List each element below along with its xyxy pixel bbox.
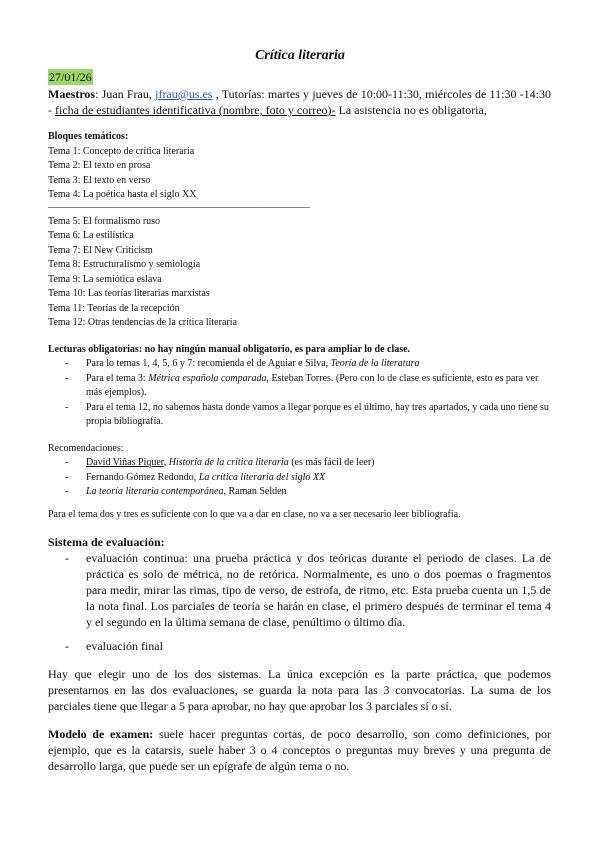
- rec-author: David Viñas Piquer: [86, 457, 164, 468]
- recommendations-note: Para el tema dos y tres es suficiente con lo que va a dar en clase, no va a ser necesario leer bibliografía.: [48, 508, 461, 520]
- attendance-text: La asistencia no es obligatoria,: [335, 103, 487, 117]
- recommendations-heading: Recomendaciones:: [48, 442, 124, 454]
- reading-text: Para el tema 3:: [86, 372, 149, 384]
- topic-item: Tema 7: El New Criticism: [48, 244, 153, 256]
- topic-item: Tema 1: Concepto de crítica literaria: [48, 145, 195, 157]
- teachers-label: Maestros: [48, 87, 96, 101]
- evaluation-heading: Sistema de evaluación:: [48, 535, 165, 549]
- date-highlight: 27/01/26: [49, 70, 92, 84]
- topic-item: Tema 2: El texto en prosa: [48, 160, 151, 171]
- tutorials-text: , Tutorías: martes y jueves de 10:00-11:30, miércoles de 11:30 -14:30 -: [48, 87, 551, 117]
- topic-item: Tema 10: Las teorías literarias marxistas: [48, 288, 210, 299]
- topic-item: Tema 8: Estructuralismo y semiología: [48, 259, 201, 270]
- reading-rest: , Esteban Torres. (Pero con lo de clase es suficiente, esto es para ver más ejemplos).: [86, 372, 539, 398]
- form-underlined: ficha de estudiantes identificativa (nombre, foto y correo)-: [55, 103, 336, 117]
- topics-separator: —————————————————————————————: [48, 202, 309, 213]
- rec-rest: , Raman Selden: [223, 486, 287, 497]
- readings-list: [48, 357, 551, 430]
- topics-heading: Bloques temáticos:: [48, 131, 129, 142]
- email-link[interactable]: jfrau@us.es: [155, 87, 213, 101]
- recommendation-item: [48, 485, 551, 500]
- teachers-text: : Juan Frau,: [95, 87, 156, 101]
- topic-item: Tema 6: La estilística: [48, 230, 134, 241]
- document-body: [48, 68, 551, 774]
- exam-label: Modelo de examen:: [48, 727, 154, 741]
- reading-text: Para lo temas 1, 4, 5, 6 y 7: recomienda el de Aguiar e Silva,: [86, 358, 331, 369]
- reading-item: - Para el tema 12, no sabemos hasta donde vamos a llegar porque es el último, hay tres apartados, y cada uno tiene su propia bibliografía.: [48, 401, 551, 430]
- topic-item: Tema 5: El formalismo ruso: [48, 215, 161, 227]
- topic-item: Tema 9: La semiótica eslava: [48, 273, 162, 285]
- page-title: Crítica literaria: [255, 48, 345, 63]
- recommendation-item: [48, 456, 551, 471]
- header-paragraph: [48, 86, 551, 118]
- evaluation-item: - evaluación continua: una prueba práctica y dos teóricas durante el periodo de clases. La de práctica es solo de métrica, no de retórica. Normalmente, es uno o dos poemas o fragmentos para medir, mirar las rimas, tipo de verso, de estrofa, de ritmo, etc. Esta prueba cuenta un 1,5 de la nota final. Los parciales de teoría se harán en clase, el primero después de terminar el tema 4 y el segundo en la última semana de clase, penúltimo o último día.: [48, 550, 551, 630]
- evaluation-item: - evaluación final: [48, 638, 551, 654]
- rec-title: La teoría literaria contemporánea: [86, 486, 224, 497]
- topic-item: Tema 11: Teorías de la recepción: [48, 302, 180, 314]
- recommendation-item: [48, 471, 551, 486]
- topic-item: Tema 3: El texto en verso: [48, 174, 151, 186]
- recommendations-list: [48, 456, 551, 500]
- reading-item: [48, 357, 551, 372]
- reading-title: Teoría de la literatura: [330, 358, 420, 369]
- topics-list-a: [48, 145, 551, 203]
- topic-item: Tema 12: Otras tendencias de la crítica literaria: [48, 317, 237, 328]
- exam-text: suele hacer preguntas cortas, de poco desarrollo, son como definiciones, por ejemplo, que es la catarsis, suele haber 3 o 4 conceptos o preguntas muy breves y una pregunta de desarrollo larga, que puede ser un epígrafe de algún tema o no.: [48, 727, 552, 773]
- exam-paragraph: [48, 726, 551, 774]
- evaluation-list: [48, 550, 551, 654]
- topic-item: Tema 4: La poética hasta el siglo XX: [48, 189, 197, 200]
- rec-title: La crítica literaria del siglo XX: [198, 471, 326, 483]
- rec-rest: (es más fácil de leer): [288, 457, 375, 468]
- rec-author: Fernando Gómez Redondo,: [86, 471, 199, 483]
- reading-title: Métrica española comparada: [148, 372, 267, 384]
- rec-comma: ,: [163, 457, 169, 468]
- reading-item: [48, 372, 551, 401]
- readings-heading: Lecturas obligatorias: no hay ningún manual obligatorio, es para ampliar lo de clase.: [48, 343, 411, 355]
- evaluation-paragraph: Hay que elegir uno de los dos sistemas. La única excepción es la parte práctica, que podemos presentarnos en las dos evaluaciones, se guarda la nota para las 3 convocatorias. La suma de los parciales tiene que llegar a 5 para aprobar, no hay que aprobar los 3 parciales sí o sí.: [48, 667, 551, 713]
- topics-list-b: [48, 215, 551, 331]
- rec-title: Historia de la crítica literaria: [168, 457, 289, 468]
